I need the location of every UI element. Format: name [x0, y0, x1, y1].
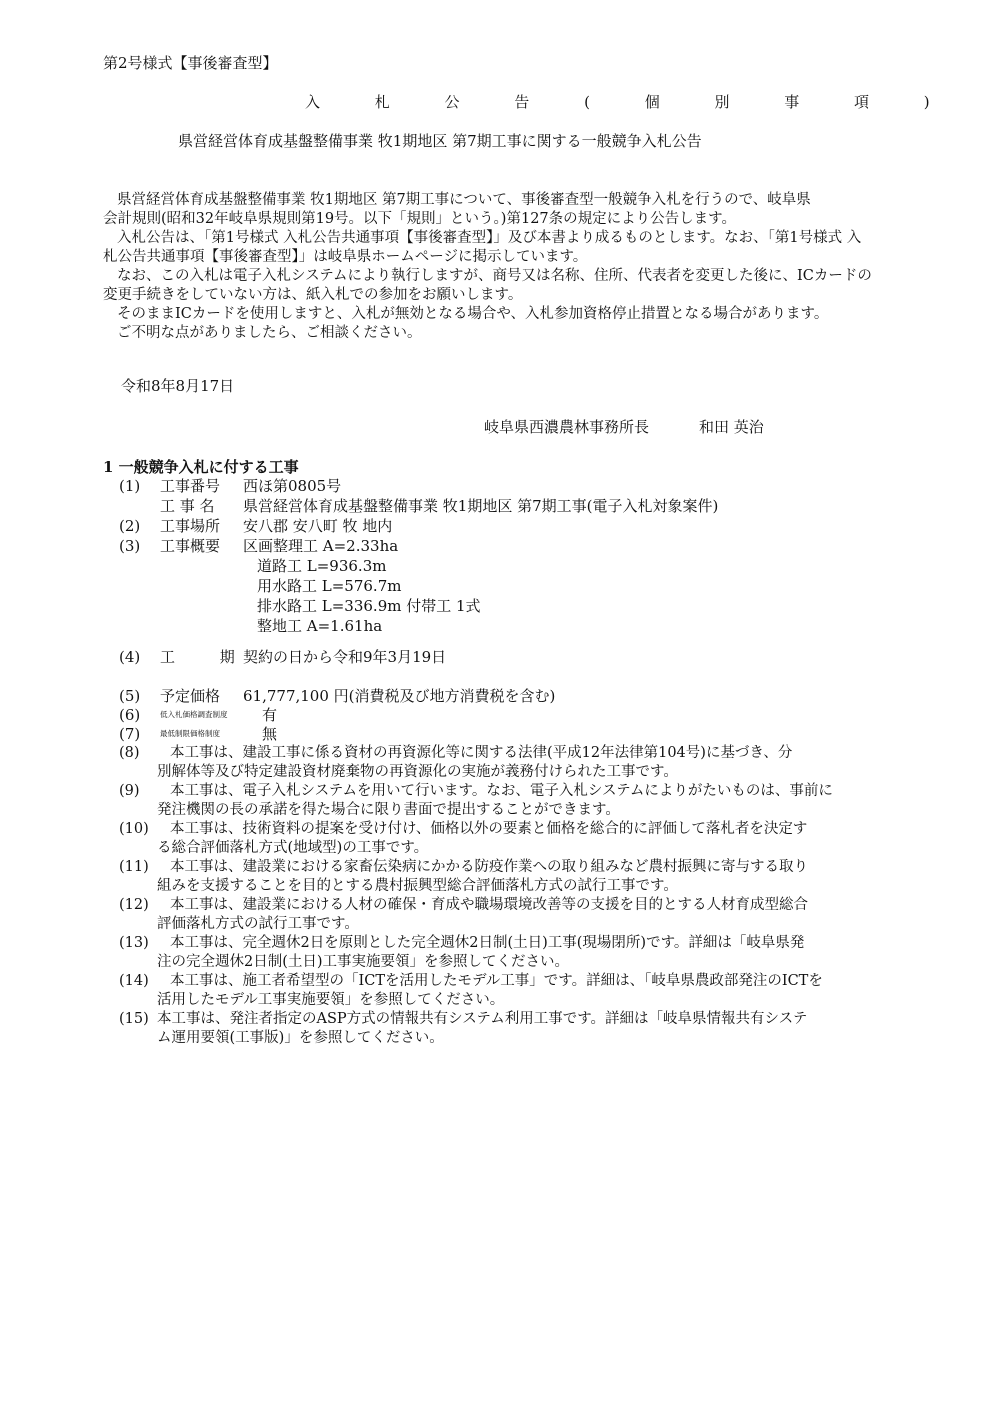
- item-text-line: 評価落札方式の試行工事です。: [157, 916, 359, 932]
- work-number: 西ほ第0805号: [243, 477, 342, 495]
- intro-line: 会計規則(昭和32年岐阜県規則第19号。以下「規則」という。)第127条の規定により公告します。: [103, 211, 736, 227]
- overview-line: 用水路工 L=576.7m: [257, 577, 402, 595]
- overview-line: 整地工 A=1.61ha: [257, 617, 383, 635]
- work-location: 安八郡 安八町 牧 地内: [243, 517, 393, 535]
- work-name: 県営経営体育成基盤整備事業 牧1期地区 第7期工事(電子入札対象案件): [243, 497, 719, 515]
- item-label: 低入札価格調査制度: [160, 710, 228, 719]
- item-text-line: 本工事は、建設業における家畜伝染病にかかる防疫作業への取り組みなど農村振興に寄与する取り: [170, 859, 808, 875]
- form-label: 第2号様式【事後審査型】: [103, 54, 278, 72]
- item-label: 工 事 名: [160, 497, 215, 515]
- item-number: (9): [119, 783, 140, 799]
- planned-price: 61,777,100 円(消費税及び地方消費税を含む): [243, 687, 556, 705]
- intro-line: 入札公告は、「第1号様式 入札公告共通事項【事後審査型】」及び本書より成るものとします。なお、「第1号様式 入: [117, 230, 862, 246]
- signatory-name: 和田 英治: [699, 418, 764, 436]
- minimum-price-value: 無: [262, 725, 278, 743]
- item-label: 工事概要: [160, 537, 221, 555]
- item-text-line: 本工事は、電子入札システムを用いて行います。なお、電子入札システムによりがたいものは、事前に: [170, 783, 833, 799]
- work-period: 契約の日から令和9年3月19日: [243, 648, 447, 666]
- intro-line: 変更手続きをしていない方は、紙入札での参加をお願いします。: [103, 287, 523, 303]
- intro-line: そのままICカードを使用しますと、入札が無効となる場合や、入札参加資格停止措置となる場合があります。: [117, 306, 829, 322]
- item-text-line: 本工事は、建設工事に係る資材の再資源化等に関する法律(平成12年法律第104号)に基づき、分: [170, 745, 793, 761]
- intro-line: なお、この入札は電子入札システムにより執行しますが、商号又は名称、住所、代表者を変更した後に、ICカードの: [117, 268, 872, 284]
- item-text-line: ム運用要領(工事版)」を参照してください。: [157, 1030, 444, 1046]
- item-text-line: 発注機関の長の承諾を得た場合に限り書面で提出することができます。: [157, 802, 620, 818]
- item-label: 工事番号: [160, 477, 221, 495]
- intro-line: ご不明な点がありましたら、ご相談ください。: [117, 325, 422, 341]
- item-number: (4): [119, 648, 141, 666]
- item-text-line: 本工事は、完全週休2日を原則とした完全週休2日制(土日)工事(現場閉所)です。詳細は「岐阜県発: [170, 935, 805, 951]
- page-heading: 入 札 公 告 ( 個 別 事 項 ): [305, 93, 955, 111]
- intro-line: 県営経営体育成基盤整備事業 牧1期地区 第7期工事について、事後審査型一般競争入札を行うので、岐阜県: [117, 192, 811, 208]
- item-label: 工 期: [160, 648, 255, 666]
- item-number: (14): [119, 973, 149, 989]
- item-number: (3): [119, 537, 141, 555]
- item-number: (2): [119, 517, 141, 535]
- item-number: (10): [119, 821, 149, 837]
- item-number: (5): [119, 687, 141, 705]
- item-number: (1): [119, 477, 141, 495]
- item-text-line: る総合評価落札方式(地域型)の工事です。: [157, 840, 429, 856]
- intro-line: 札公告共通事項【事後審査型】」は岐阜県ホームページに掲示しています。: [103, 249, 588, 265]
- signatory-office: 岐阜県西濃農林事務所長: [484, 418, 650, 436]
- item-label: 最低制限価格制度: [160, 729, 220, 738]
- item-text-line: 活用したモデル工事実施要領」を参照してください。: [157, 992, 505, 1008]
- item-number: (7): [119, 725, 141, 743]
- item-number: (6): [119, 706, 141, 724]
- overview-line: 区画整理工 A=2.33ha: [243, 537, 399, 555]
- item-text-line: 本工事は、建設業における人材の確保・育成や職場環境改善等の支援を目的とする人材育成型総合: [170, 897, 808, 913]
- item-label: 予定価格: [160, 687, 221, 705]
- item-text-line: 本工事は、技術資料の提案を受け付け、価格以外の要素と価格を総合的に評価して落札者を決定す: [170, 821, 808, 837]
- item-text-line: 別解体等及び特定建設資材廃棄物の再資源化の実施が義務付けられた工事です。: [157, 764, 678, 780]
- item-text-line: 本工事は、施工者希望型の「ICTを活用したモデル工事」です。詳細は、「岐阜県農政部発注のICTを: [170, 973, 823, 989]
- item-number: (11): [119, 859, 149, 875]
- notice-date: 令和8年8月17日: [121, 377, 235, 395]
- low-bid-survey-value: 有: [262, 706, 278, 724]
- item-text-line: 本工事は、発注者指定のASP方式の情報共有システム利用工事です。詳細は「岐阜県情報共有システ: [157, 1011, 808, 1027]
- section-title: 1 一般競争入札に付する工事: [103, 458, 299, 476]
- item-number: (8): [119, 745, 140, 761]
- item-text-line: 組みを支援することを目的とする農村振興型総合評価落札方式の試行工事です。: [157, 878, 678, 894]
- item-number: (13): [119, 935, 149, 951]
- overview-line: 排水路工 L=336.9m 付帯工 1式: [257, 597, 481, 615]
- item-number: (12): [119, 897, 149, 913]
- item-label: 工事場所: [160, 517, 221, 535]
- item-number: (15): [119, 1011, 149, 1027]
- item-text-line: 注の完全週休2日制(土日)工事実施要領」を参照してください。: [157, 954, 570, 970]
- overview-line: 道路工 L=936.3m: [257, 557, 387, 575]
- page-subtitle: 県営経営体育成基盤整備事業 牧1期地区 第7期工事に関する一般競争入札公告: [178, 132, 702, 150]
